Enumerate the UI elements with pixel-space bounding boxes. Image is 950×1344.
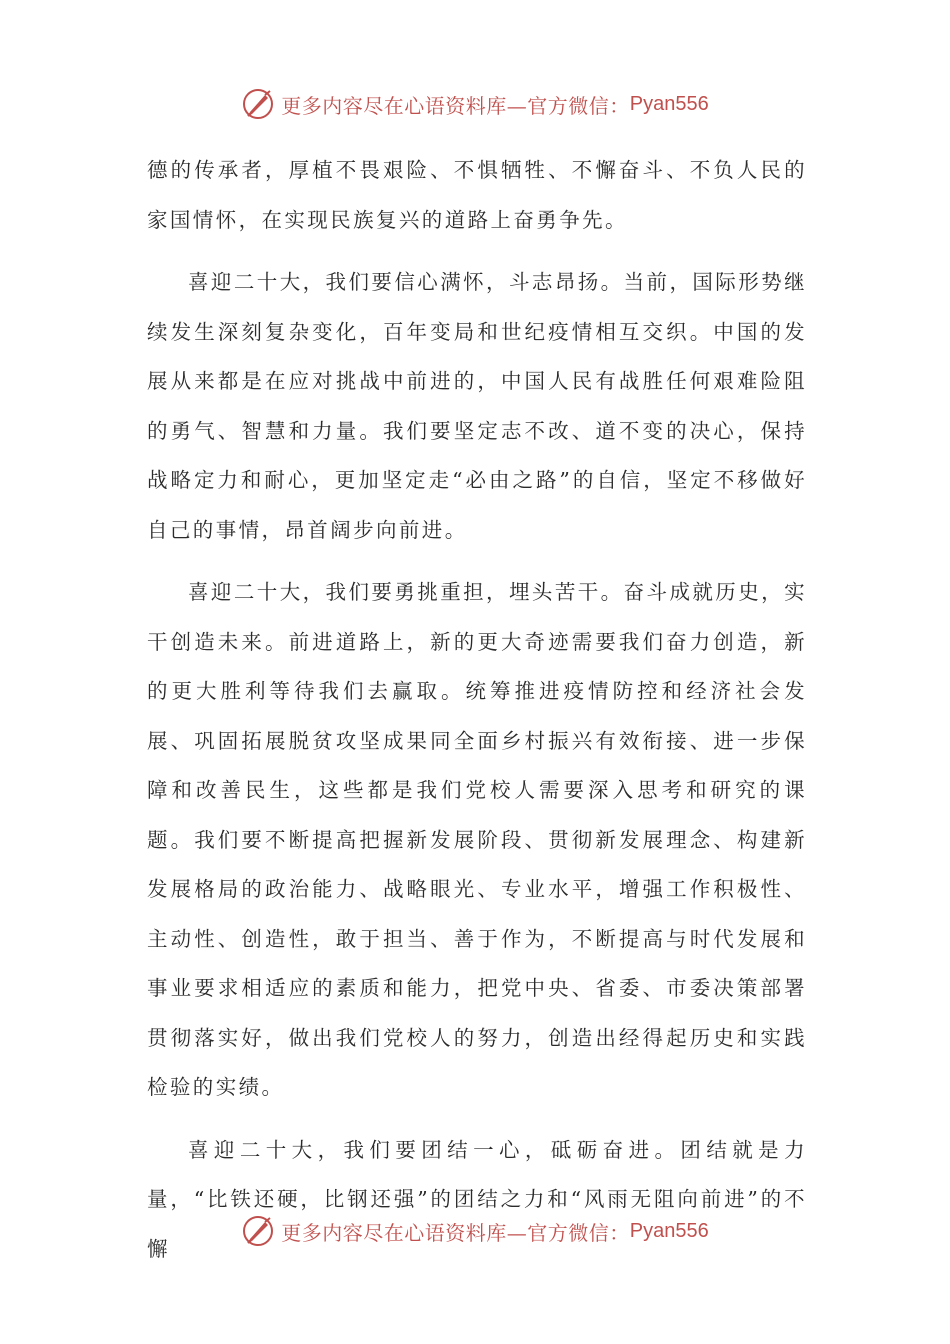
watermark-wechat-id: Pyan556 bbox=[629, 92, 709, 115]
watermark-wechat-id: Pyan556 bbox=[629, 1219, 709, 1242]
paragraph: 喜迎二十大，我们要勇挑重担，埋头苦干。奋斗成就历史，实干创造未来。前进道路上，新的更大奇迹需要我们奋力创造，新的更大胜利等待我们去赢取。统筹推进疫情防控和经济社会发展、巩固拓展脱贫攻坚成果同全面乡村振兴有效衔接、进一步保障和改善民生，这些都是我们党校人需要深入思考和研究的课题。我们要不断提高把握新发展阶段、贯彻新发展理念、构建新发展格局的政治能力、战略眼光、专业水平，增强工作积极性、主动性、创造性，敢于担当、善于作为，不断提高与时代发展和事业要求相适应的素质和能力，把党中央、省委、市委决策部署贯彻落实好，做出我们党校人的努力，创造出经得起历史和实践检验的实绩。 bbox=[147, 580, 807, 1099]
footer-watermark bbox=[0, 1211, 950, 1251]
quill-pen-icon bbox=[241, 87, 275, 121]
paragraph-continuation: 德的传承者，厚植不畏艰险、不惧牺牲、不懈奋斗、不负人民的家国情怀，在实现民族复兴的道路上奋勇争先。 bbox=[147, 158, 807, 232]
watermark-text: 更多内容尽在心语资料库—官方微信： bbox=[281, 1220, 630, 1245]
paragraph: 喜迎二十大，我们要信心满怀，斗志昂扬。当前，国际形势继续发生深刻复杂变化，百年变局和世纪疫情相互交织。中国的发展从来都是在应对挑战中前进的，中国人民有战胜任何艰难险阻的勇气、智慧和力量。我们要坚定志不改、道不变的决心，保持战略定力和耐心，更加坚定走“必由之路”的自信，坚定不移做好自己的事情，昂首阔步向前进。 bbox=[147, 270, 807, 542]
article-body bbox=[147, 146, 807, 1287]
quill-pen-icon bbox=[241, 1214, 275, 1248]
watermark-text: 更多内容尽在心语资料库—官方微信： bbox=[281, 93, 630, 118]
header-watermark bbox=[0, 84, 950, 124]
paragraph: 喜迎二十大，我们要团结一心，砥砺奋进。团结就是力量，“比铁还硬，比钢还强”的团结之力和“风雨无阻向前进”的不懈 bbox=[147, 1137, 807, 1261]
